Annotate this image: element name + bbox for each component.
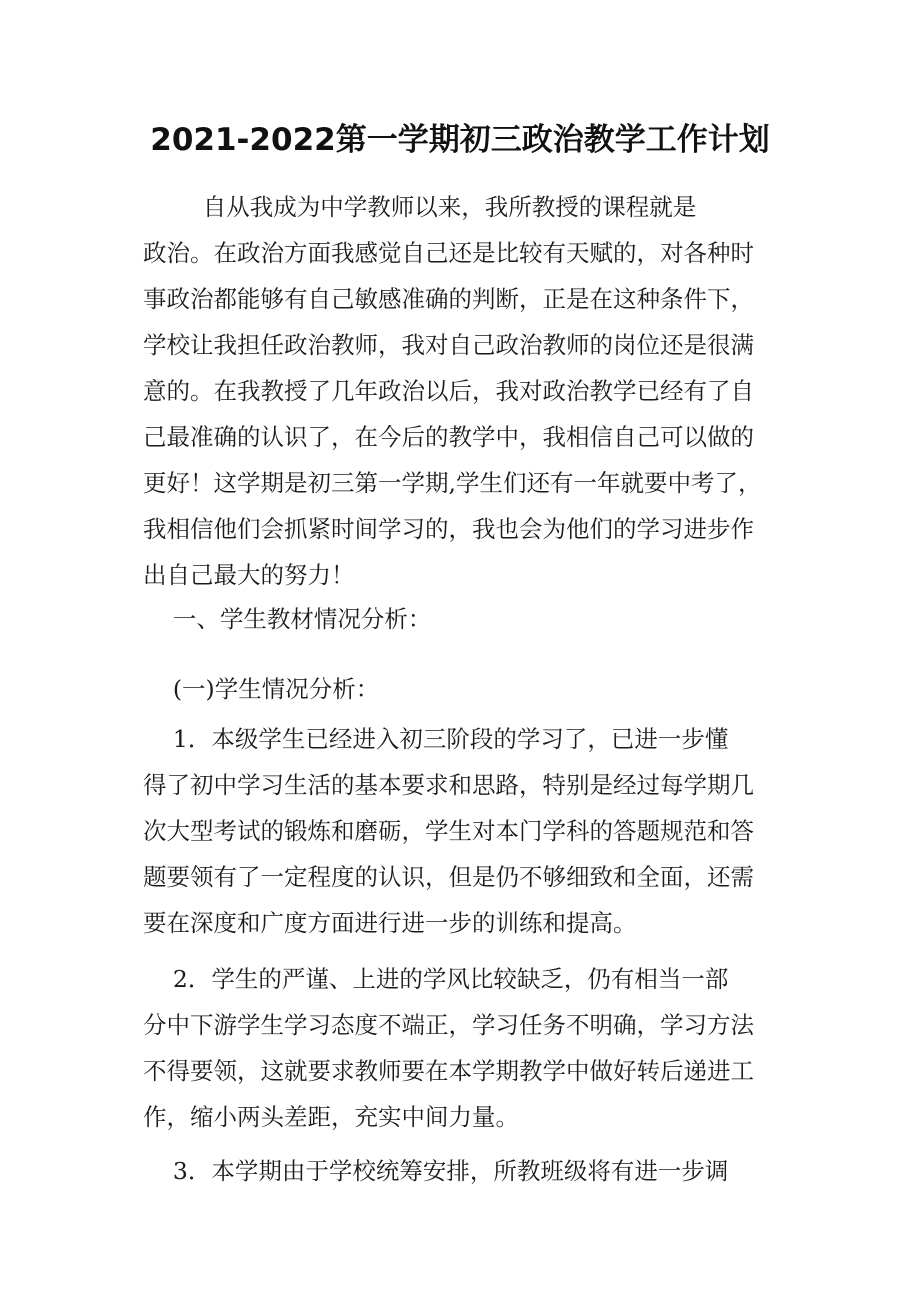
paragraph-line: 次大型考试的锻炼和磨砺，学生对本门学科的答题规范和答 (143, 817, 754, 845)
paragraph-line: 得了初中学习生活的基本要求和思路，特别是经过每学期几 (143, 771, 754, 799)
paragraph-line: 意的。在我教授了几年政治以后，我对政治教学已经有了自 (143, 377, 754, 405)
paragraph-line: 政治。在政治方面我感觉自己还是比较有天赋的，对各种时 (143, 239, 754, 267)
paragraph-item-2 (143, 956, 783, 1140)
subsection-heading-text: (一)学生情况分析： (143, 675, 380, 703)
document-title: 2021-2022第一学期初三政治教学工作计划 (150, 122, 770, 158)
paragraph-intro (143, 184, 783, 598)
paragraph-line: 更好！这学期是初三第一学期,学生们还有一年就要中考了， (143, 469, 762, 497)
paragraph-line: 要在深度和广度方面进行进一步的训练和提高。 (143, 909, 637, 937)
paragraph-item-1 (143, 716, 783, 946)
paragraph-line: 自从我成为中学教师以来，我所教授的课程就是 (143, 193, 697, 221)
paragraph-line: 分中下游学生学习态度不端正，学习任务不明确，学习方法 (143, 1011, 754, 1039)
paragraph-line: 3．本学期由于学校统筹安排，所教班级将有进一步调 (143, 1157, 729, 1185)
paragraph-line: 己最准确的认识了，在今后的教学中，我相信自己可以做的 (143, 423, 754, 451)
paragraph-line: 2．学生的严谨、上进的学风比较缺乏，仍有相当一部 (143, 965, 729, 993)
paragraph-line: 1．本级学生已经进入初三阶段的学习了，已进一步懂 (143, 725, 729, 753)
paragraph-line: 作，缩小两头差距，充实中间力量。 (143, 1103, 519, 1131)
paragraph-line: 事政治都能够有自己敏感准确的判断，正是在这种条件下， (143, 285, 754, 313)
section-heading-text: 一、学生教材情况分析： (143, 605, 432, 633)
subsection-heading-1 (143, 666, 783, 712)
paragraph-item-3 (143, 1148, 783, 1194)
paragraph-line: 我相信他们会抓紧时间学习的，我也会为他们的学习进步作 (143, 515, 754, 543)
paragraph-line: 学校让我担任政治教师，我对自己政治教师的岗位还是很满 (143, 331, 754, 359)
paragraph-line: 不得要领，这就要求教师要在本学期教学中做好转后递进工 (143, 1057, 754, 1085)
paragraph-line: 题要领有了一定程度的认识，但是仍不够细致和全面，还需 (143, 863, 754, 891)
paragraph-line: 出自己最大的努力！ (143, 561, 355, 589)
section-heading-1 (143, 596, 783, 642)
